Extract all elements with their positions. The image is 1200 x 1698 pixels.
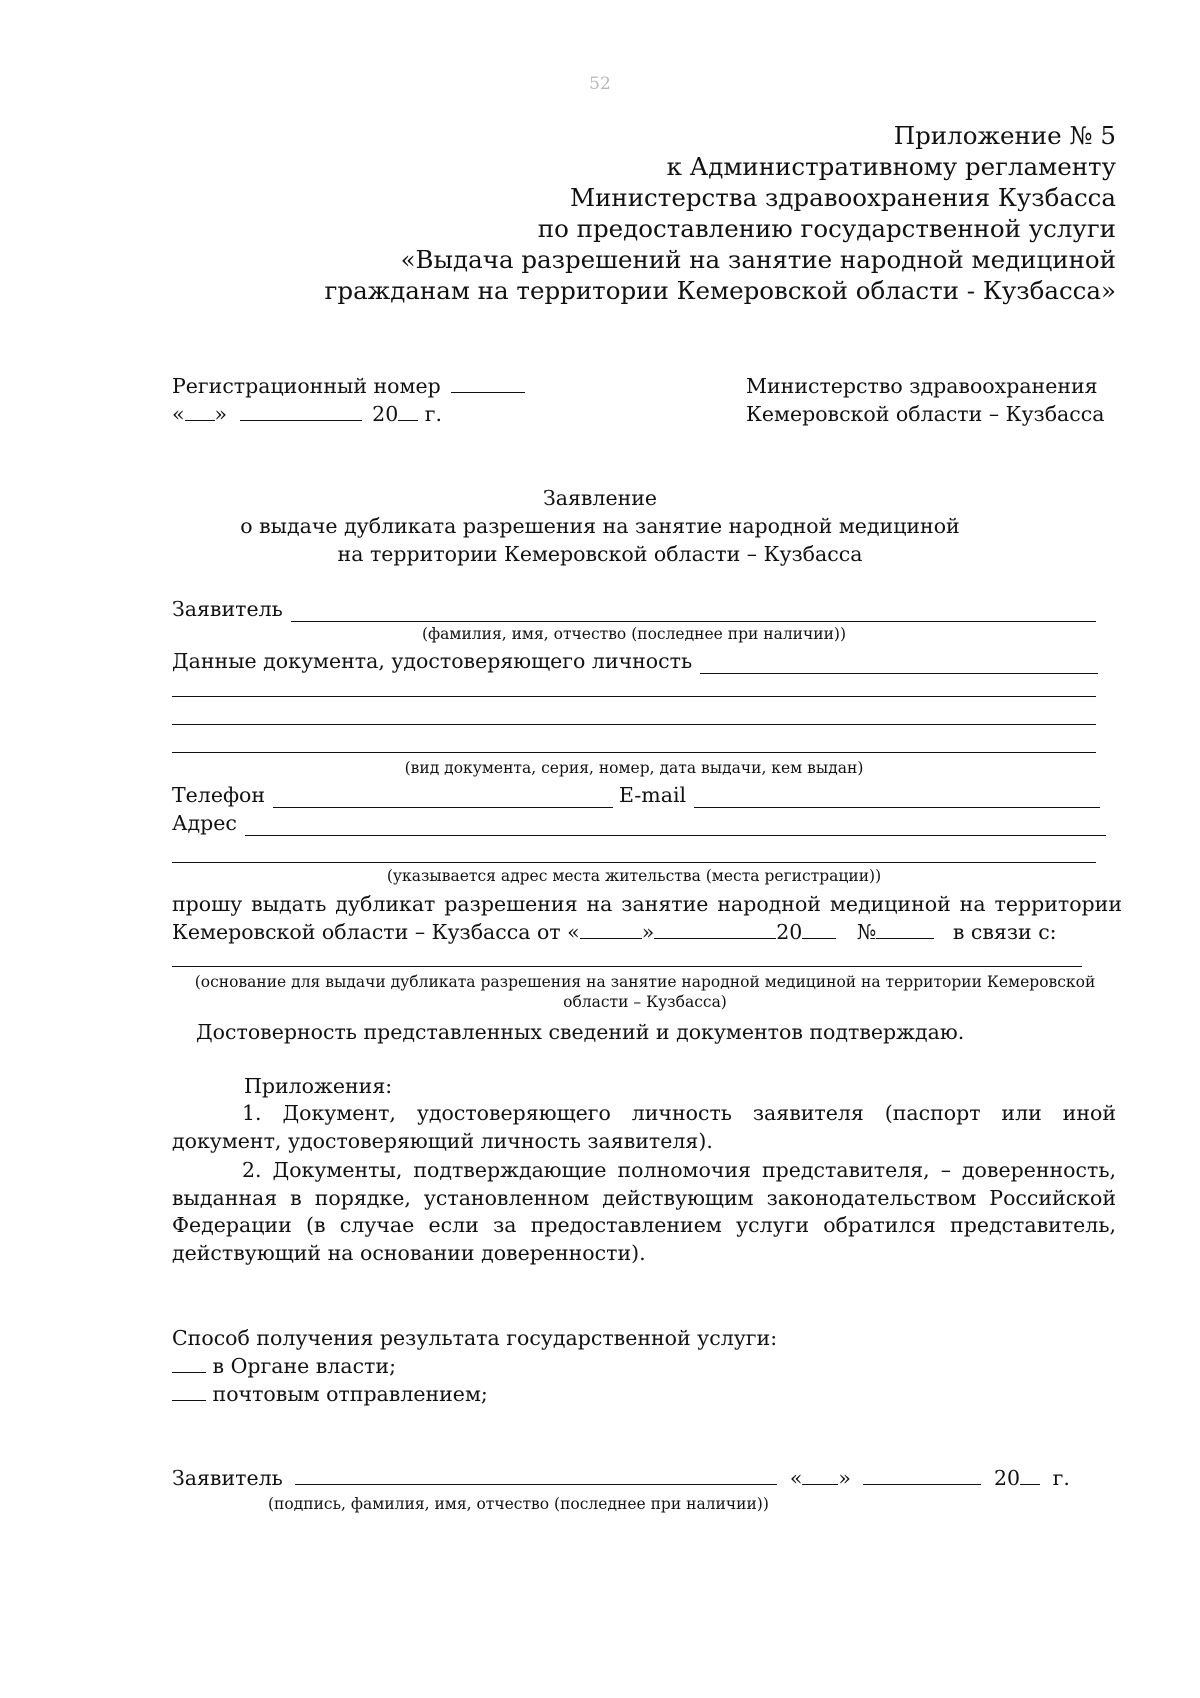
registration-month-field[interactable] xyxy=(240,402,362,421)
request-month-field[interactable] xyxy=(654,920,776,939)
recipient-line-2: Кемеровской области – Кузбасса xyxy=(746,402,1105,426)
appendix-line-5: «Выдача разрешений на занятие народной медициной xyxy=(400,245,1116,274)
appendix-line-1: Приложение № 5 xyxy=(893,121,1116,150)
id-doc-line-4[interactable] xyxy=(172,752,1096,753)
signature-field[interactable] xyxy=(295,1466,777,1485)
address-field[interactable] xyxy=(245,817,1106,836)
applicant-field[interactable] xyxy=(291,603,1096,622)
page-number: 52 xyxy=(589,74,611,94)
contacts-row xyxy=(172,782,1100,808)
delivery-option-1-checkbox[interactable] xyxy=(172,1354,206,1373)
attachments-heading: Приложения: xyxy=(244,1074,393,1098)
address-hint: (указывается адрес места жительства (места регистрации)) xyxy=(386,867,882,885)
appendix-line-4: по предоставлению государственной услуги xyxy=(537,214,1116,243)
id-doc-line-2[interactable] xyxy=(172,696,1096,697)
signature-hint: (подпись, фамилия, имя, отчество (последнее при наличии)) xyxy=(268,1495,769,1513)
applicant-row xyxy=(172,596,1096,622)
email-field[interactable] xyxy=(694,789,1100,808)
registration-year-field[interactable] xyxy=(398,402,418,421)
applicant-hint: (фамилия, имя, отчество (последнее при наличии)) xyxy=(421,625,847,643)
id-doc-row xyxy=(172,648,1098,674)
id-doc-label: Данные документа, удостоверяющего личность xyxy=(172,649,693,673)
applicant-label: Заявитель xyxy=(172,597,283,621)
appendix-header xyxy=(325,120,1116,306)
appendix-line-2: к Административному регламенту xyxy=(666,152,1116,181)
delivery-option-2-checkbox[interactable] xyxy=(172,1382,206,1401)
registration-block: Регистрационный номер « » 20 г. xyxy=(172,372,525,428)
recipient-line-1: Министерство здравоохранения xyxy=(746,374,1098,398)
title-line-2: о выдаче дубликата разрешения на занятие народной медициной xyxy=(240,514,960,538)
attachment-item-2: 2. Документы, подтверждающие полномочия представителя, – доверенность, выданная в порядке, установленном действующим законодательством Российской Федерации (в случае если за предоставлением услуги обратился представитель, действующий на основании доверенности). xyxy=(172,1158,1116,1265)
id-doc-field[interactable] xyxy=(700,655,1098,674)
title-line-1: Заявление xyxy=(542,486,658,510)
reason-field[interactable] xyxy=(172,966,1082,967)
reason-hint: (основание для выдачи дубликата разрешения на занятие народной медициной на территории Кемеровской области – Кузбасса) xyxy=(194,973,1096,1011)
confirmation-text: Достоверность представленных сведений и документов подтверждаю. xyxy=(196,1020,965,1044)
request-number-field[interactable] xyxy=(876,920,934,939)
signature-row: Заявитель « » 20 г. xyxy=(172,1466,1070,1490)
id-doc-line-3[interactable] xyxy=(172,724,1096,725)
attachment-item-1: 1. Документ, удостоверяющего личность заявителя (паспорт или иной документ, удостоверяющий личность заявителя). xyxy=(172,1101,1116,1153)
request-line-1: прошу выдать дубликат разрешения на занятие народной медициной на территории xyxy=(172,892,1122,916)
delivery-option-1: в Органе власти; xyxy=(172,1353,1096,1379)
document-title xyxy=(0,484,1200,568)
signature-year-field[interactable] xyxy=(1020,1466,1040,1485)
recipient-block xyxy=(746,372,1104,428)
address-line-2[interactable] xyxy=(172,862,1096,863)
address-label: Адрес xyxy=(172,811,237,835)
registration-day-field[interactable] xyxy=(185,402,215,421)
id-doc-hint: (вид документа, серия, номер, дата выдачи, кем выдан) xyxy=(404,759,864,777)
appendix-line-6: гражданам на территории Кемеровской области - Кузбасса» xyxy=(324,276,1116,305)
request-day-field[interactable] xyxy=(580,920,642,939)
request-line-2: Кемеровской области – Кузбасса от « » 20 № в связи с: xyxy=(172,920,1057,944)
delivery-heading: Способ получения результата государственной услуги: xyxy=(172,1326,778,1350)
signature-day-field[interactable] xyxy=(802,1466,838,1485)
title-line-3: на территории Кемеровской области – Кузбасса xyxy=(337,542,863,566)
phone-label: Телефон xyxy=(172,783,266,807)
email-label: E-mail xyxy=(619,783,687,807)
registration-number-label: Регистрационный номер xyxy=(172,374,441,398)
address-row xyxy=(172,810,1106,836)
request-year-field[interactable] xyxy=(802,920,836,939)
appendix-line-3: Министерства здравоохранения Кузбасса xyxy=(569,183,1116,212)
phone-field[interactable] xyxy=(273,789,613,808)
delivery-option-2: почтовым отправлением; xyxy=(172,1381,1096,1407)
registration-number-field[interactable] xyxy=(451,374,525,393)
signature-month-field[interactable] xyxy=(863,1466,981,1485)
signature-label: Заявитель xyxy=(172,1466,283,1490)
